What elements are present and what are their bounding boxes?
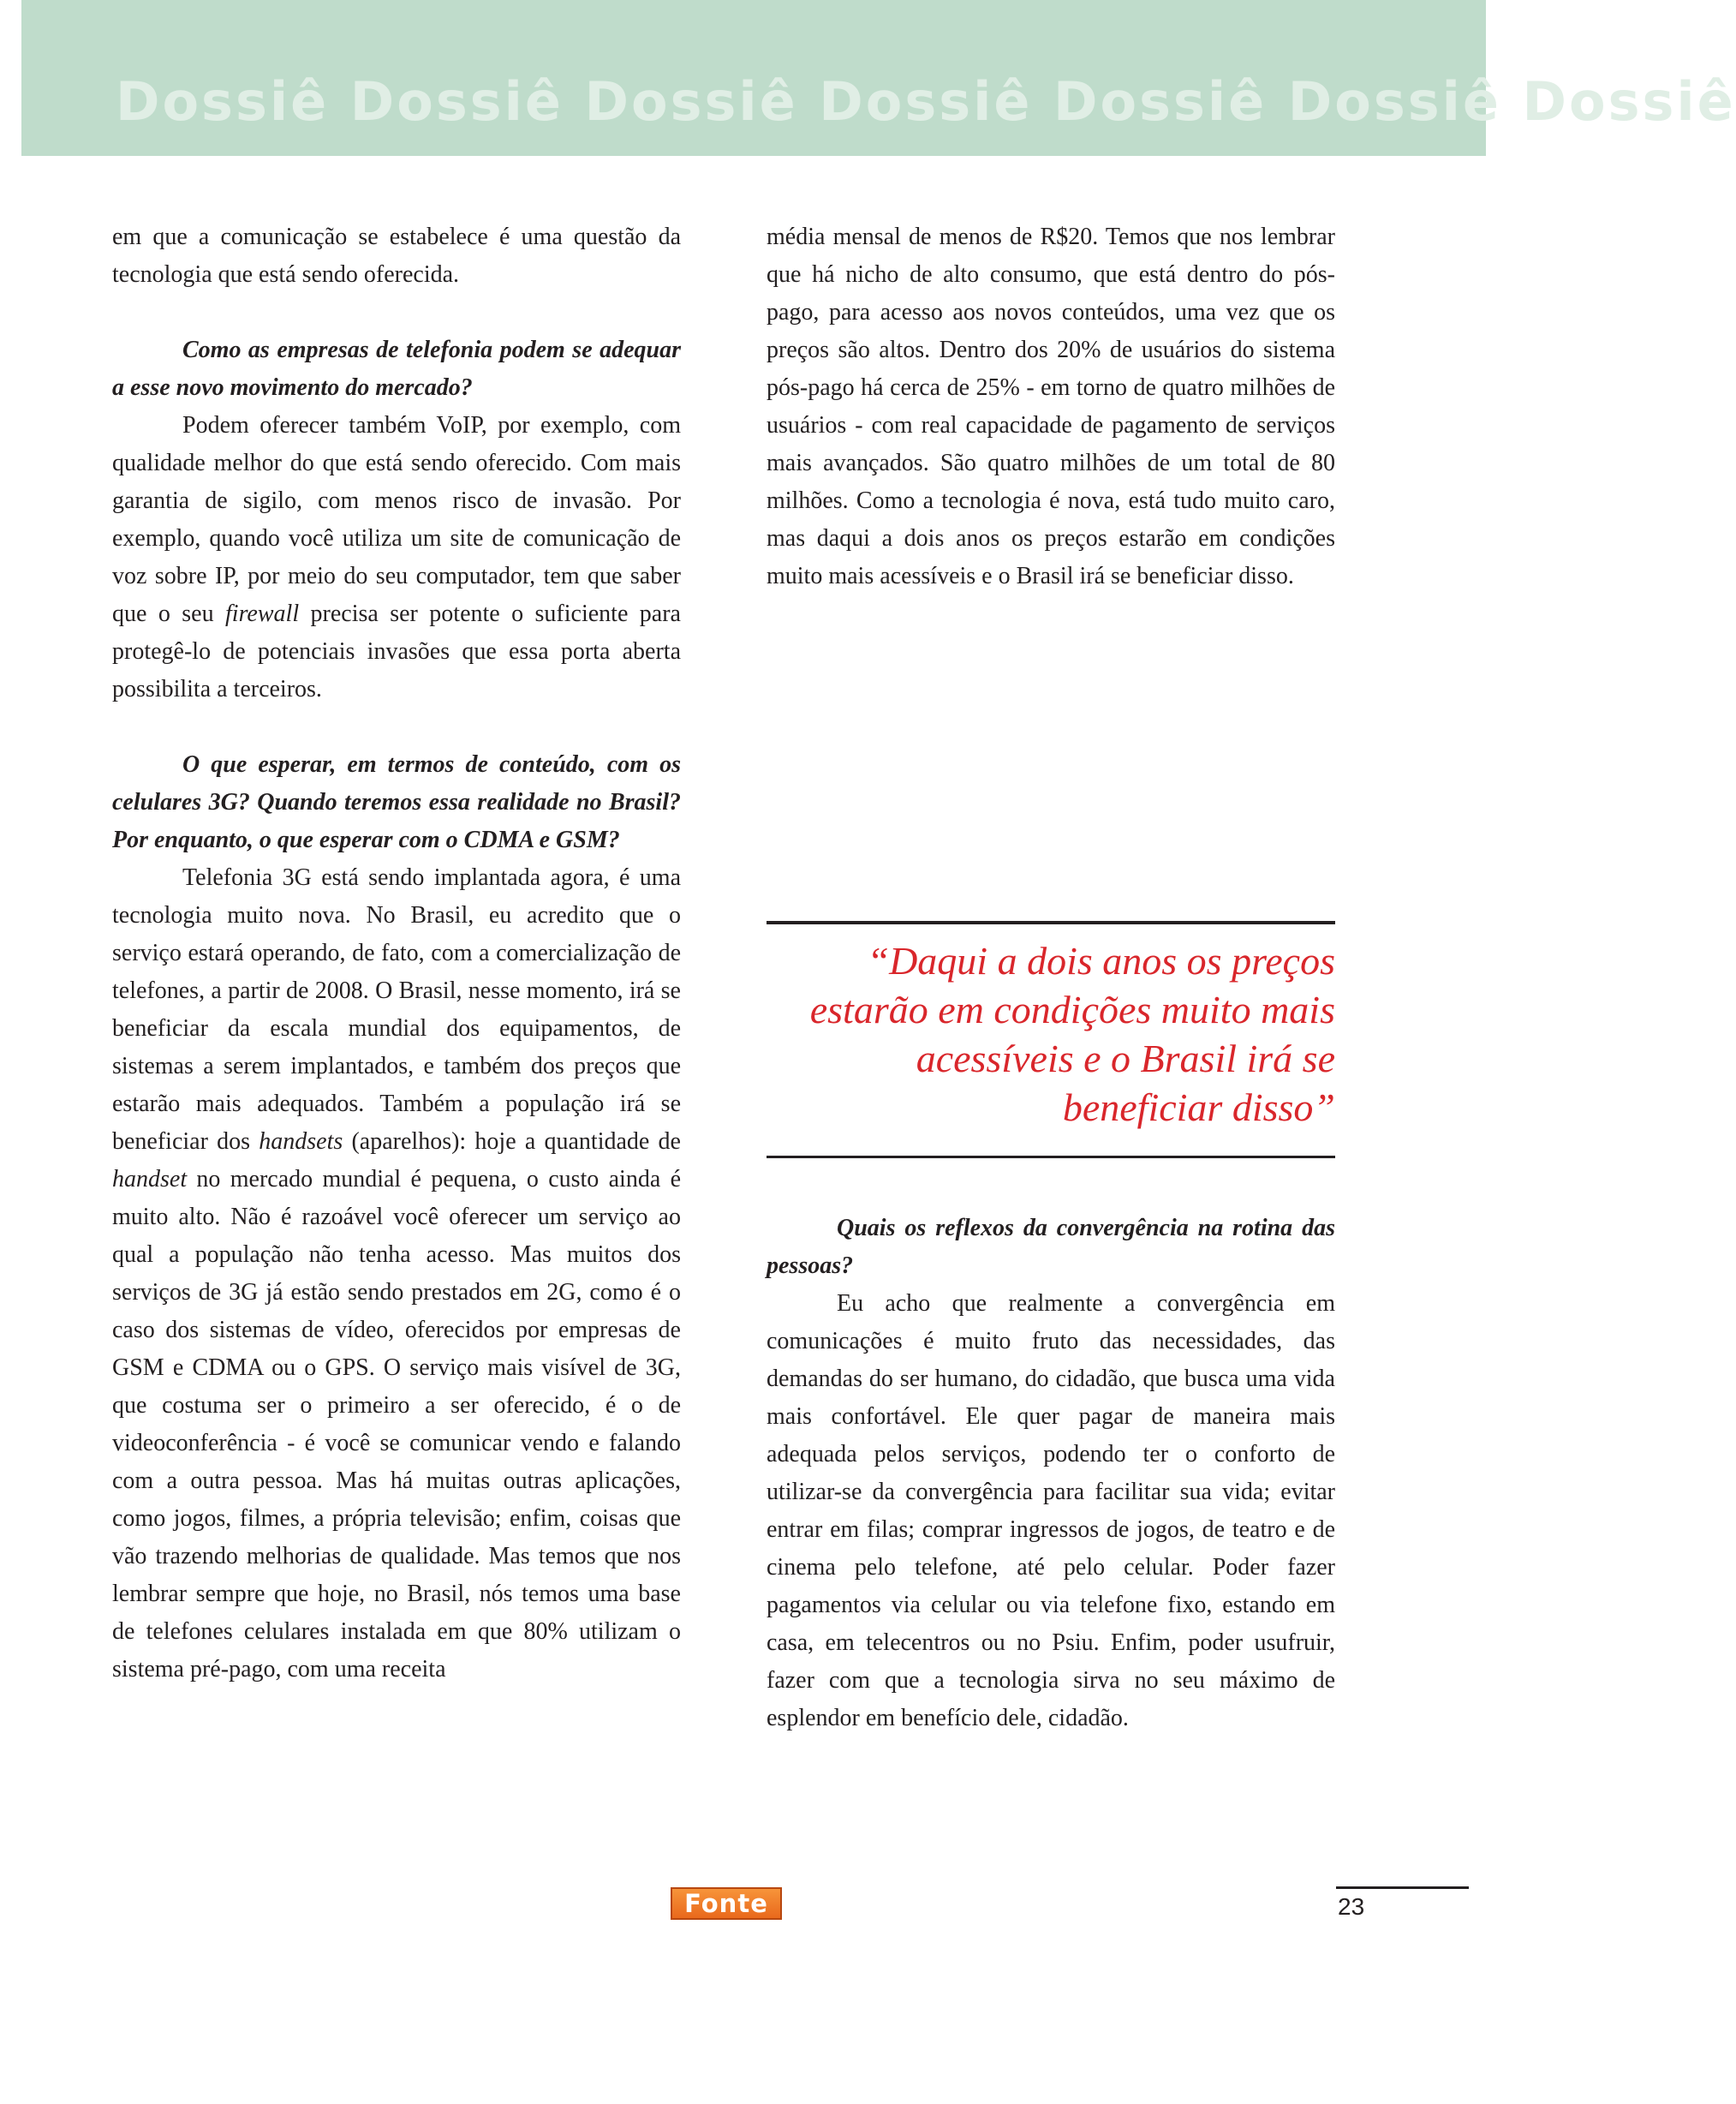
answer-italic-term: firewall (225, 601, 300, 627)
right-column-lower (767, 1210, 1335, 1737)
answer-text: precisa ser potente o suficiente para protegê-lo de potenciais invasões que essa porta aberta possibilita a terceiros. (112, 601, 681, 702)
answer-italic-term: handsets (259, 1128, 343, 1155)
interview-answer (112, 407, 681, 708)
answer-italic-term: handset (112, 1166, 188, 1192)
divider (767, 1156, 1335, 1158)
interview-question: O que esperar, em termos de conteúdo, com os celulares 3G? Quando teremos essa realidade no Brasil? Por enquanto, o que esperar com o CDMA e GSM? (112, 751, 681, 853)
paragraph: média mensal de menos de R$20. Temos que nos lembrar que há nicho de alto consumo, que está dentro do pós-pago, para acesso aos novos conteúdos, uma vez que os preços são altos. Dentro dos 20% de usuários do sistema pós-pago há cerca de 25% - em torno de quatro milhões de usuários - com real capacidade de pagamento de serviços mais avançados. São quatro milhões de um total de 80 milhões. Como a tecnologia é nova, está tudo muito caro, mas daqui a dois anos os preços estarão em condições muito mais acessíveis e o Brasil irá se beneficiar disso. (767, 224, 1335, 589)
right-column (767, 218, 1335, 595)
answer-text: no mercado mundial é pequena, o custo ainda é muito alto. Não é razoável você oferecer um serviço ao qual a população não tenha acesso. Mas muitos dos serviços de 3G já estão sendo prestados em 2G, como é o caso dos sistemas de vídeo, oferecidos por empresas de GSM e CDMA ou o GPS. O serviço mais visível de 3G, que costuma ser o primeiro a ser oferecido, é o de videoconferência - é você se comunicar vendo e falando com a outra pessoa. Mas há muitas outras aplicações, como jogos, filmes, a própria televisão; enfim, coisas que vão trazendo melhorias de qualidade. Mas temos que nos lembrar sempre que hoje, no Brasil, nós temos uma base de telefones celulares instalada em que 80% utilizam o sistema pré-pago, com uma receita (112, 1166, 681, 1683)
interview-question: Quais os reflexos da convergência na rotina das pessoas? (767, 1215, 1335, 1279)
section-title: Dossiê Dossiê Dossiê Dossiê Dossiê Dossiê Dossiê (116, 70, 1736, 133)
pull-quote (767, 921, 1335, 1158)
fonte-logo: Fonte (671, 1887, 782, 1920)
interview-answer: Eu acho que realmente a convergência em comunicações é muito fruto das necessidades, das demandas do ser humano, do cidadão, que busca uma vida mais confortável. Ele quer pagar de maneira mais adequada pelos serviços, podendo ter o conforto de utilizar-se da convergência para facilitar sua vida; evitar entrar em filas; comprar ingressos de jogos, de teatro e de cinema pelo telefone, até pelo celular. Poder fazer pagamentos via celular ou via telefone fixo, estando em casa, em telecentros ou no Psiu. Enfim, poder usufruir, fazer com que a tecnologia sirva no seu máximo de esplendor em benefício dele, cidadão. (767, 1290, 1335, 1731)
interview-answer (112, 859, 681, 1689)
answer-text: Podem oferecer também VoIP, por exemplo, com qualidade melhor do que está sendo oferecido. Com mais garantia de sigilo, com menos risco de invasão. Por exemplo, quando você utiliza um site de comunicação de voz sobre IP, por meio do seu computador, tem que saber que o seu (112, 412, 681, 627)
interview-question: Como as empresas de telefonia podem se adequar a esse novo movimento do mercado? (112, 337, 681, 401)
section-banner (21, 0, 1736, 156)
pull-quote-text: “Daqui a dois anos os preços estarão em condições muito mais acessíveis e o Brasil irá se beneficiar disso” (809, 939, 1335, 1129)
paragraph: em que a comunicação se estabelece é uma questão da tecnologia que está sendo oferecida. (112, 224, 681, 288)
divider (1336, 1886, 1469, 1889)
left-column (112, 218, 681, 1689)
answer-text: Telefonia 3G está sendo implantada agora, é uma tecnologia muito nova. No Brasil, eu acredito que o serviço estará operando, de fato, com a comercialização de telefones, a partir de 2008. O Brasil, nesse momento, irá se beneficiar da escala mundial dos equipamentos, de sistemas a serem implantados, e também dos preços que estarão mais adequados. Também a população irá se beneficiar dos (112, 864, 681, 1155)
page-number: 23 (1338, 1893, 1365, 1920)
answer-text: (aparelhos): hoje a quantidade de (343, 1128, 681, 1155)
divider (767, 921, 1335, 924)
